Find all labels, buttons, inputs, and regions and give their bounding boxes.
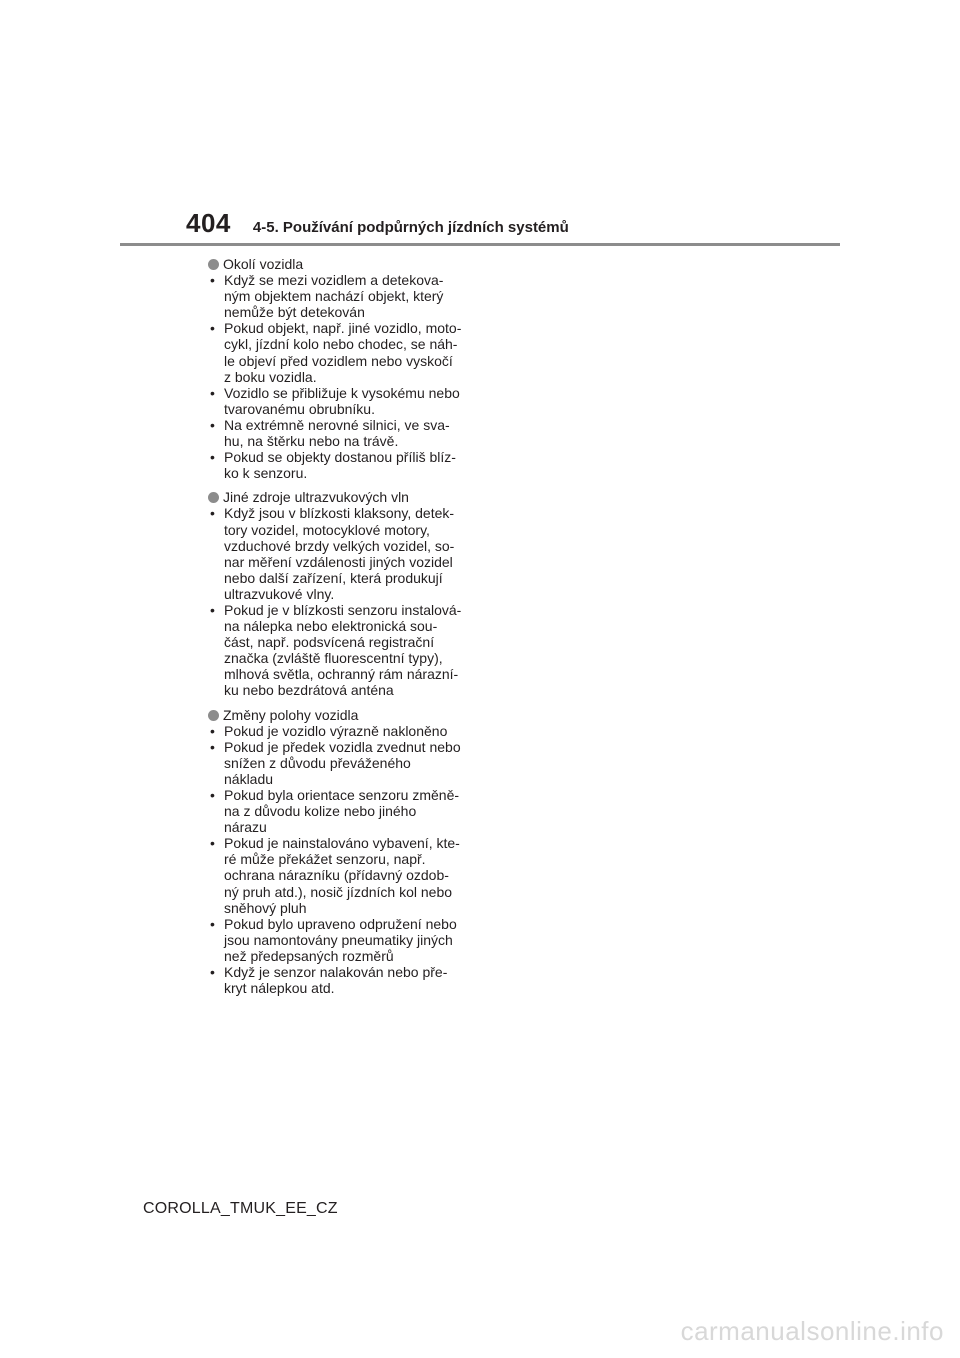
item-marker: •	[210, 915, 215, 932]
item-text: Když se mezi vozidlem a detekova- ným objektem nachází objekt, který nemůže být detekován	[224, 272, 444, 321]
item-marker: •	[210, 601, 215, 618]
list-item	[208, 723, 478, 739]
group-title: Změny polohy vozidla	[223, 706, 359, 723]
item-marker: •	[210, 738, 215, 755]
item-marker: •	[210, 505, 215, 522]
watermark: carmanualsonline.info	[680, 1316, 944, 1346]
list-item	[208, 272, 478, 320]
group-title: Okolí vozidla	[223, 256, 304, 272]
page-header	[186, 208, 569, 242]
item-marker: •	[210, 964, 215, 981]
item-marker: •	[210, 384, 215, 401]
condition-group	[208, 489, 478, 698]
item-marker: •	[210, 787, 215, 803]
document-code: COROLLA_TMUK_EE_CZ	[143, 1200, 338, 1217]
list-item	[208, 602, 478, 699]
list-item	[208, 385, 478, 417]
item-text: Pokud se objekty dostanou příliš blíz- ko k senzoru.	[224, 449, 456, 482]
content-column	[208, 256, 478, 1004]
section-title: 4-5. Používání podpůrných jízdních systémů	[252, 219, 569, 236]
item-text: Na extrémně nerovné silnici, ve sva- hu, na štěrku nebo na trávě.	[224, 416, 450, 450]
list-item	[208, 835, 478, 915]
list-item	[208, 787, 478, 835]
item-text: Když je senzor nalakován nebo pře- kryt nálepkou atd.	[224, 964, 448, 997]
item-text: Vozidlo se přibližuje k vysokému nebo tvarovanému obrubníku.	[224, 384, 460, 417]
item-text: Pokud je vozidlo výrazně nakloněno	[224, 722, 448, 739]
bullet-dot-icon	[208, 259, 219, 270]
list-item	[208, 505, 478, 602]
list-item	[208, 739, 478, 787]
item-marker: •	[210, 449, 215, 466]
group-heading	[208, 256, 478, 272]
page-number: 404	[186, 208, 231, 238]
group-title: Jiné zdroje ultrazvukových vln	[223, 489, 409, 506]
bullet-dot-icon	[208, 710, 219, 721]
condition-group	[208, 256, 478, 481]
group-heading	[208, 489, 478, 505]
list-item	[208, 964, 478, 996]
item-text: Pokud je v blízkosti senzoru instalová- na nálepka nebo elektronická sou- část, např. podsvícená registrační značka (zvláště fluorescentní typy), mlhová světla, ochranný rám nárazní- ku nebo bezdrátová anténa	[224, 601, 462, 699]
item-marker: •	[210, 722, 215, 739]
bullet-dot-icon	[208, 492, 219, 503]
item-text: Pokud je předek vozidla zvednut nebo snížen z důvodu převáženého nákladu	[224, 738, 461, 787]
list-item	[208, 417, 478, 449]
item-text: Když jsou v blízkosti klaksony, detek- tory vozidel, motocyklové motory, vzduchové brzdy velkých vozidel, so- nar měření vzdálenosti jiných vozidel nebo další zařízení, která produkují ultrazvukové vlny.	[224, 505, 455, 602]
item-marker: •	[210, 835, 215, 852]
item-text: Pokud bylo upraveno odpružení nebo jsou namontovány pneumatiky jiných než předepsaných rozměrů	[224, 915, 457, 964]
item-marker: •	[210, 272, 215, 289]
group-heading	[208, 707, 478, 723]
header-divider	[120, 243, 840, 246]
item-text: Pokud je nainstalováno vybavení, kte- ré může překážet senzoru, např. ochrana nárazníku (přídavný ozdob- ný pruh atd.), nosič jízdních kol nebo sněhový pluh	[224, 835, 460, 916]
item-marker: •	[210, 320, 215, 337]
item-text: Pokud objekt, např. jiné vozidlo, moto- cykl, jízdní kolo nebo chodec, se náh- le objeví před vozidlem nebo vyskočí z boku vozidla.	[224, 320, 462, 385]
list-item	[208, 320, 478, 384]
item-marker: •	[210, 416, 215, 433]
item-text: Pokud byla orientace senzoru změně- na z důvodu kolize nebo jiného nárazu	[224, 787, 460, 836]
list-item	[208, 449, 478, 481]
condition-group	[208, 707, 478, 997]
list-item	[208, 916, 478, 964]
